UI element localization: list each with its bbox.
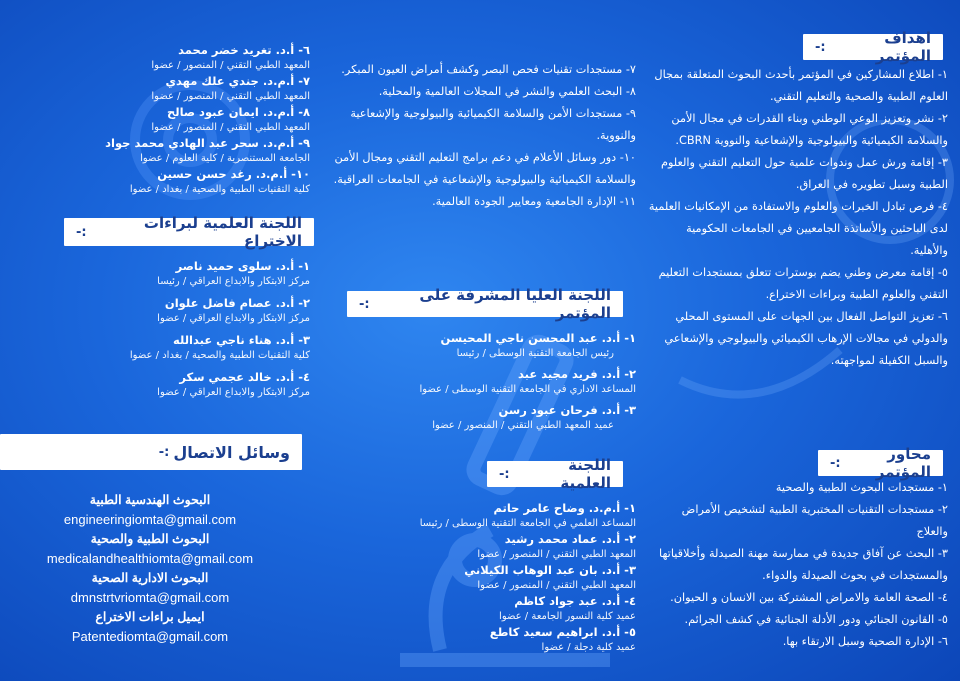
- header-marker: :-: [359, 296, 370, 312]
- committee-member: [0, 166, 310, 197]
- member-affiliation: المعهد الطبي التقني / المنصور / عضوا: [477, 580, 636, 591]
- header-marker: :-: [76, 224, 87, 240]
- objective-item: ٦- تعزيز التواصل الفعال بين الجهات على المستوى المحلي والدولي في مجالات الإرهاب الكيميائي والبيولوجي والإشعاعي والسبل الكفيلة لمواجهته.: [664, 310, 948, 367]
- committee-member: [318, 562, 636, 593]
- member-affiliation: مركز الابتكار والابداع العراقي / عضوا: [157, 313, 310, 324]
- supreme-committee-title: اللجنة العليا المشرفة على المؤتمر: [419, 286, 611, 322]
- member-name: ٦- أ.د. تغريد خضر محمد: [178, 43, 310, 57]
- member-name: ١٠- أ.م.د. رغد حسن حسين: [157, 167, 310, 181]
- objectives-list: [648, 64, 948, 372]
- contact-email[interactable]: medicalandhealthiomta@gmail.com: [46, 551, 254, 566]
- patents-committee-header: [64, 214, 314, 250]
- member-affiliation: المساعد العلمي في الجامعة التقنية الوسطى / رئيسا: [419, 518, 636, 529]
- committee-member: [0, 258, 310, 289]
- committee-member: [318, 500, 636, 531]
- committee-member: [318, 531, 636, 562]
- axes-list: [648, 477, 948, 653]
- axis-item: ٩- مستجدات الأمن والسلامة الكيميائية والبيولوجية والإشعاعية والنووية.: [350, 107, 636, 142]
- contact-label: البحوث الهندسية الطبية: [89, 493, 211, 507]
- committee-member: [0, 42, 310, 73]
- member-name: ٩- أ.م.د. سحر عبد الهادي محمد جواد: [105, 136, 310, 150]
- axis-item: ٨- البحث العلمي والنشر في المجلات العالمية والمحلية.: [378, 85, 636, 98]
- contact-section: [0, 490, 300, 646]
- objective-item: ٢- نشر وتعزيز الوعي الوطني وبناء القدرات في مجال الأمن والسلامة الكيميائية والبيولوجية والإشعاعية والنووية CBRN.: [671, 112, 948, 147]
- objectives-title: اهداف المؤتمر: [875, 29, 931, 65]
- header-marker: :-: [158, 444, 170, 460]
- committee-member: [0, 73, 310, 104]
- member-name: ٤- أ.د. خالد عجمي سكر: [179, 370, 310, 384]
- committee-member: [318, 366, 636, 397]
- member-name: ٧- أ.م.د. جندي علك مهدي: [165, 74, 310, 88]
- member-name: ٢- أ.د. فريد مجيد عبد: [518, 367, 636, 381]
- axis-item: ٦- الإدارة الصحية وسبل الارتقاء بها.: [782, 635, 948, 648]
- contact-label: ايميل براءات الاختراع: [95, 610, 205, 624]
- member-affiliation: مركز الابتكار والابداع العراقي / عضوا: [157, 387, 310, 398]
- contact-title: وسائل الاتصال: [173, 442, 290, 462]
- header-marker: :-: [830, 455, 841, 471]
- member-affiliation: الجامعة المستنصرية / كلية العلوم / عضوا: [140, 153, 310, 164]
- axes-title: محاور المؤتمر: [875, 445, 931, 481]
- axes-list-continued: [318, 59, 636, 213]
- contact-email[interactable]: Patentediomta@gmail.com: [71, 629, 229, 644]
- committee-member: [318, 593, 636, 624]
- member-name: ١- أ.م.د. وضاح عامر حاتم: [493, 501, 636, 515]
- member-name: ٣- أ.د. فرحان عبود رسن: [498, 403, 636, 417]
- member-name: ٢- أ.د. عماد محمد رشيد: [504, 532, 636, 546]
- scientific-committee-header: [487, 456, 623, 492]
- committee-member: [0, 295, 310, 326]
- member-name: ٣- أ.د. بان عبد الوهاب الكيلاني: [464, 563, 636, 577]
- member-affiliation: مركز الابتكار والابداع العراقي / رئيسا: [157, 276, 310, 287]
- member-name: ٢- أ.د. عصام فاضل علوان: [164, 296, 310, 310]
- objective-item: ٤- فرص تبادل الخبرات والعلوم والاستفادة من الإمكانيات العلمية لدى الباحثين والأساتذة الجامعيين في الجامعات الحكومية والأهلية.: [648, 200, 948, 257]
- objective-item: ٥- إقامة معرض وطني يضم بوسترات تتعلق بمستجدات التعليم التقني والعلوم الطبية وبراءات الاختراع.: [658, 266, 948, 301]
- supreme-committee-header: [347, 286, 623, 322]
- scientific-committee-title: اللجنة العلمية: [560, 456, 611, 492]
- axis-item: ١- مستجدات البحوث الطبية والصحية: [775, 481, 948, 494]
- scientific-committee-list-continued: [0, 42, 310, 197]
- member-affiliation: المعهد الطبي التقني / المنصور / عضوا: [151, 91, 310, 102]
- contact-label: البحوث الطبية والصحية: [90, 532, 210, 546]
- patents-committee-title: اللجنة العلمية لبراءات الاختراع: [143, 214, 302, 250]
- member-affiliation: المعهد الطبي التقني / المنصور / عضوا: [151, 60, 310, 71]
- contact-header: [0, 434, 302, 470]
- committee-member: [0, 332, 310, 363]
- committee-member: [318, 402, 636, 433]
- member-name: ١- أ.د. سلوى حميد ناصر: [175, 259, 310, 273]
- committee-member: [0, 135, 310, 166]
- member-affiliation: عميد المعهد الطبي التقني / المنصور / عضوا: [432, 420, 614, 431]
- member-affiliation: المعهد الطبي التقني / المنصور / عضوا: [477, 549, 636, 560]
- member-affiliation: عميد كلية دجلة / عضوا: [541, 642, 636, 653]
- member-name: ٤- أ.د. عبد جواد كاظم: [514, 594, 636, 608]
- axis-item: ٤- الصحة العامة والامراض المشتركة بين الانسان و الحيوان.: [670, 591, 948, 604]
- supreme-committee-list: [318, 330, 636, 433]
- contact-email[interactable]: dmnstrtvriomta@gmail.com: [70, 590, 230, 605]
- member-affiliation: المعهد الطبي التقني / المنصور / عضوا: [151, 122, 310, 133]
- axis-item: ١٠- دور وسائل الأعلام في دعم برامج التعليم التقني ومجال الأمن والسلامة الكيميائية والبيولوجية والإشعاعية في الجامعات العراقية.: [333, 151, 636, 186]
- objective-item: ١- اطلاع المشاركين في المؤتمر بأحدث البحوث المتعلقة بمجال العلوم الطبية والصحية والتعليم التقني.: [654, 68, 948, 103]
- member-affiliation: كلية التقنيات الطبية والصحية / بغداد / عضوا: [129, 350, 310, 361]
- axis-item: ٣- البحث عن آفاق جديدة في ممارسة مهنة الصيدلة وأخلاقياتها والمستجدات في بحوث الصيدلة والدواء.: [659, 547, 948, 582]
- objective-item: ٣- إقامة ورش عمل وندوات علمية حول التعليم التقني والعلوم الطبية وسبل تطويره في العراق.: [660, 156, 948, 191]
- committee-member: [318, 624, 636, 655]
- contact-email[interactable]: engineeringiomta@gmail.com: [63, 512, 237, 527]
- member-name: ٥- أ.د. ابراهيم سعيد كاطع: [489, 625, 636, 639]
- member-affiliation: عميد كلية النسور الجامعة / عضوا: [499, 611, 636, 622]
- member-name: ٨- أ.م.د. ايمان عبود صالح: [167, 105, 310, 119]
- member-affiliation: المساعد الاداري في الجامعة التقنية الوسطى / عضوا: [419, 384, 636, 395]
- header-marker: :-: [815, 39, 826, 55]
- objectives-header: [803, 29, 943, 65]
- committee-member: [0, 369, 310, 400]
- member-name: ٣- أ.د. هناء ناجي عبدالله: [173, 333, 310, 347]
- member-affiliation: رئيس الجامعة التقنية الوسطى / رئيسا: [456, 348, 614, 359]
- contact-label: البحوث الادارية الصحية: [91, 571, 209, 585]
- scientific-committee-list: [318, 500, 636, 655]
- axis-item: ٥- القانون الجنائي ودور الأدلة الجنائية في كشف الجرائم.: [684, 613, 948, 626]
- header-marker: :-: [499, 466, 510, 482]
- member-affiliation: كلية التقنيات الطبية والصحية / بغداد / عضوا: [129, 184, 310, 195]
- axis-item: ١١- الإدارة الجامعية ومعايير الجودة العالمية.: [432, 195, 636, 208]
- patents-committee-list: [0, 258, 310, 400]
- axis-item: ٧- مستجدات تقنيات فحص البصر وكشف أمراض العيون المبكر.: [341, 63, 636, 76]
- committee-member: [318, 330, 636, 361]
- member-name: ١- أ.د. عبد المحسن ناجي المحيسن: [440, 331, 636, 345]
- committee-member: [0, 104, 310, 135]
- axis-item: ٢- مستجدات التقنيات المختبرية الطبية لتشخيص الأمراض والعلاج: [681, 503, 948, 538]
- axes-header: [818, 445, 943, 481]
